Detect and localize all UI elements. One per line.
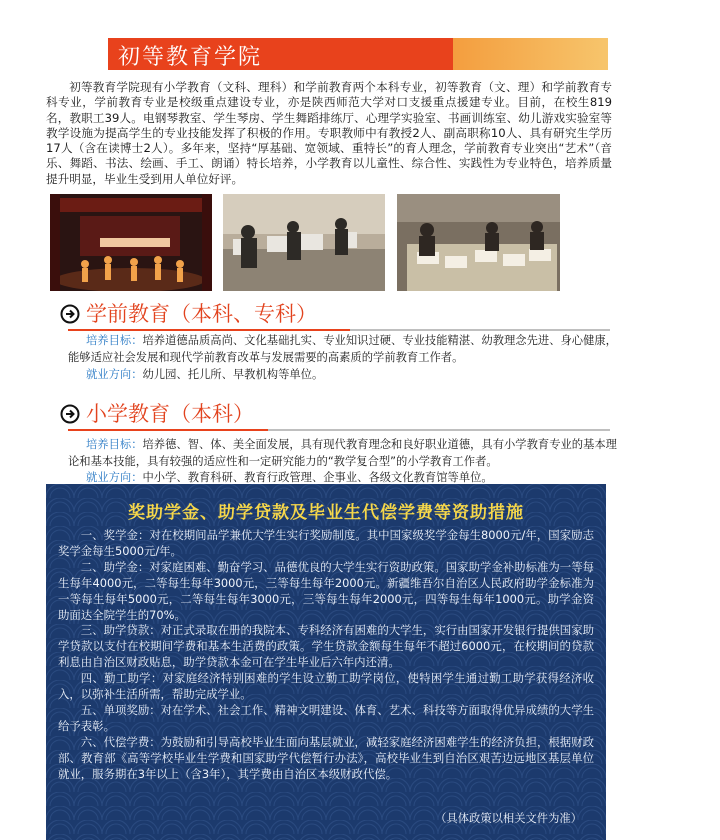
goal-label: 培养目标： <box>86 334 143 347</box>
aid-item: 一、奖学金：对在校期间品学兼优大学生实行奖励制度。其中国家级奖学金每生8000元/年，国家励志奖学金每生5000元/年。 <box>58 528 594 558</box>
calligraphy-room-photo <box>397 194 560 291</box>
goal-text: 培养道德品质高尚、文化基础扎实、专业知识过硬、专业技能精湛、幼教理念先进、身心健康，能够适应社会发展和现代学前教育改革与发展需要的高素质的学前教育工作者。 <box>68 334 617 364</box>
primary-goal <box>68 437 628 470</box>
aid-item: 四、勤工助学：对家庭经济特别困难的学生设立勤工助学岗位，使特困学生通过勤工助学获得经济收入，以弥补生活所需，帮助完成学业。 <box>58 671 594 702</box>
aid-item: 五、单项奖励：对在学术、社会工作、精神文明建设、体育、艺术、科技等方面取得优异成绩的大学生给予表彰。 <box>58 702 594 733</box>
section-banner <box>108 38 608 70</box>
aid-item: 二、助学金：对家庭困难、勤奋学习、品德优良的大学生实行资助政策。国家助学金补助标准为一等每生每年4000元，二等每生每年3000元，三等每生每年2000元。新疆维吾尔自治区人民政府助学金标准为一等每生每年5000元，二等每生每年3000元，三等每生每年2000元，四等每生每年1000元。助学金资助面达全院学生的70%。 <box>58 559 594 622</box>
preschool-goal <box>68 333 628 366</box>
preschool-job <box>68 367 628 384</box>
panel-title: 奖助学金、助学贷款及毕业生代偿学费等资助措施 <box>128 503 524 523</box>
section-title: 学前教育（本科、专科） <box>86 302 317 326</box>
lab-photo <box>223 194 385 291</box>
page-title: 初等教育学院 <box>118 45 263 70</box>
divider <box>68 329 350 331</box>
stage-performance-photo <box>50 194 212 291</box>
banner-accent <box>438 38 608 70</box>
goal-label: 培养目标： <box>86 438 143 451</box>
job-text: 幼儿园、托儿所、早教机构等单位。 <box>142 368 324 381</box>
section-title: 小学教育（本科） <box>86 402 254 426</box>
goal-text: 培养德、智、体、美全面发展，具有现代教育理念和良好职业道德，具有小学教育专业的基本理论和基本技能，具有较强的适应性和一定研究能力的“教学复合型”的小学教育工作者。 <box>68 438 617 468</box>
divider <box>68 429 268 431</box>
job-label: 就业方向： <box>86 471 143 484</box>
intro-paragraph: 初等教育学院现有小学教育（文科、理科）和学前教育两个本科专业，初等教育（文、理）和学前教育专科专业，学前教育专业是校级重点建设专业，亦是陕西师范大学对口支援重点援建专业。目前，在校生819名，教职工39人。电钢琴教室、学生琴房、学生舞蹈排练厅、心理学实验室、书画训练室、幼儿游戏实验室等教学设施为提高学生的专业技能发挥了积极的作用。专职教师中有教授2人、副高职称10人、具有研究生学历17人（含在读博士2人）。多年来，坚持“厚基础、宽领域、重特长”的育人理念，学前教育专业突出“艺术”（音乐、舞蹈、书法、绘画、手工、朗诵）特长培养，小学教育以儿童性、综合性、实践性为专业特色，培养质量提升明显，毕业生受到用人单位好评。 <box>46 80 612 186</box>
financial-aid-panel <box>46 484 606 840</box>
job-text: 中小学、教育科研、教育行政管理、企事业、各级文化教育馆等单位。 <box>142 471 493 484</box>
divider <box>350 329 610 331</box>
job-label: 就业方向： <box>86 368 143 381</box>
arrow-right-circle-icon <box>60 304 80 324</box>
aid-list <box>58 528 594 783</box>
aid-item: 六、代偿学费：为鼓励和引导高校毕业生面向基层就业，减轻家庭经济困难学生的经济负担，根据财政部、教育部《高等学校毕业生学费和国家助学代偿暂行办法》，高校毕业生到自治区艰苦边远地区基层单位就业，服务期在3年以上（含3年），其学费由自治区本级财政代偿。 <box>58 734 594 781</box>
divider <box>268 429 610 431</box>
policy-note: （具体政策以相关文件为准） <box>435 812 582 825</box>
aid-item: 三、助学贷款：对正式录取在册的我院本、专科经济有困难的大学生，实行由国家开发银行提供国家助学贷款以支付在校期间学费和基本生活费的政策。学生贷款金额每生每年不超过6000元，在校期间的贷款利息由自治区财政贴息，助学贷款本金可在学生毕业后六年内还清。 <box>58 623 594 670</box>
arrow-right-circle-icon <box>60 404 80 424</box>
